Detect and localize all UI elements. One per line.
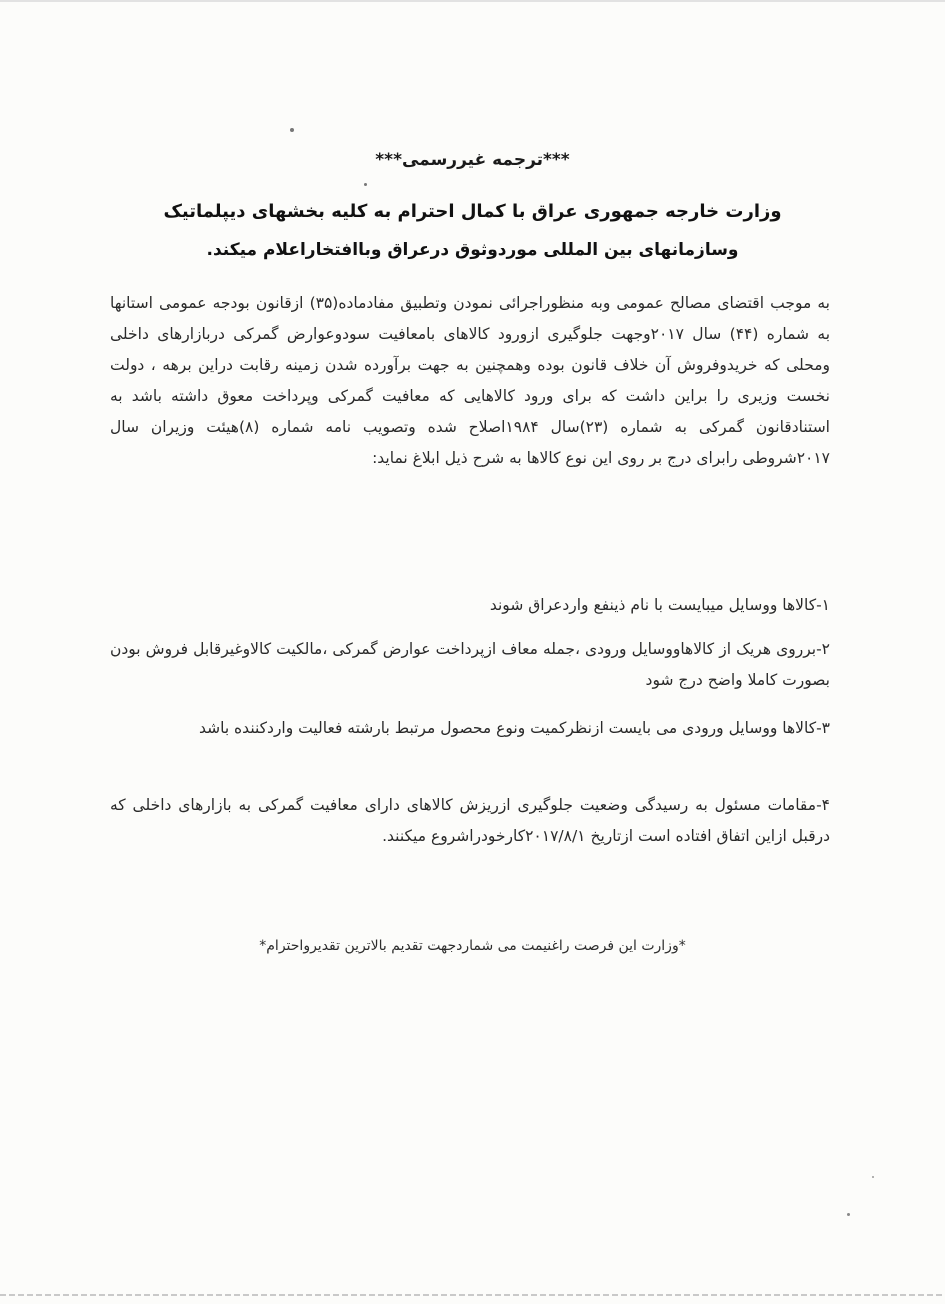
scan-bottom-edge [0,1294,945,1296]
ministry-heading-line-1: وزارت خارجه جمهوری عراق با کمال احترام به کلیه بخشهای دیپلماتیک [163,201,782,222]
scan-top-edge [0,0,945,2]
scan-speck [364,183,367,186]
intro-paragraph: به موجب اقتضای مصالح عمومی وبه منظوراجرائی نمودن وتطبیق مفادماده(۳۵) ازقانون بودجه عمومی استانها به شماره (۴۴) سال ۲۰۱۷وجهت جلوگیری ازورود کالاهای بامعافیت سودوعوارض گمرکی دربازارهای داخلی ومحلی که خریدوفروش آن خلاف قانون بوده وهمچنین به جهت برآورده شدن زمینه رقابت دراین برهه ، دولت نخست وزیری را براین داشت که برای ورود کالاهایی که معافیت گمرکی وپرداخت معوق داشته باشد به استنادقانون گمرکی به شماره (۲۳)سال ۱۹۸۴اصلاح شده وتصویب نامه شماره (۸)هیئت وزیران سال ۲۰۱۷شروطی رابرای درج بر روی این نوع کالاها به شرح ذیل ابلاغ نماید: [110,294,831,467]
list-item: ۱-کالاها ووسایل میبایست با نام ذینفع واردعراق شوند [489,596,830,614]
ministry-heading-line-2: وسازمانهای بین المللی موردوثوق درعراق وباافتخاراعلام میکند. [206,240,739,260]
list-item: ۳-کالاها ووسایل ورودی می بایست ازنظرکمیت ونوع محصول مرتبط بارشته فعالیت واردکننده باشد [198,719,830,737]
closing-courtesy-line: *وزارت این فرصت راغنیمت می شماردجهت تقدیم بالاترین تقدیرواحترام* [259,938,686,954]
list-item: ۴-مقامات مسئول به رسیدگی وضعیت جلوگیری ازریزش کالاهای دارای معافیت گمرکی به بازارهای داخلی که درقبل ازاین اتفاق افتاده است ازتاریخ ۲۰۱۷/۸/۱کارخودراشروع میکنند. [110,796,830,845]
unofficial-translation-label: ***ترجمه غیررسمی*** [375,150,570,170]
scan-speck [290,128,294,132]
scan-speck [872,1176,874,1178]
list-item: ۲-برروی هریک از کالاهاووسایل ورودی ،جمله معاف ازپرداخت عوارض گمرکی ،مالکیت کالاوغیرقابل فروش بودن بصورت کاملا واضح درج شود [110,640,830,689]
scan-speck [847,1213,850,1216]
